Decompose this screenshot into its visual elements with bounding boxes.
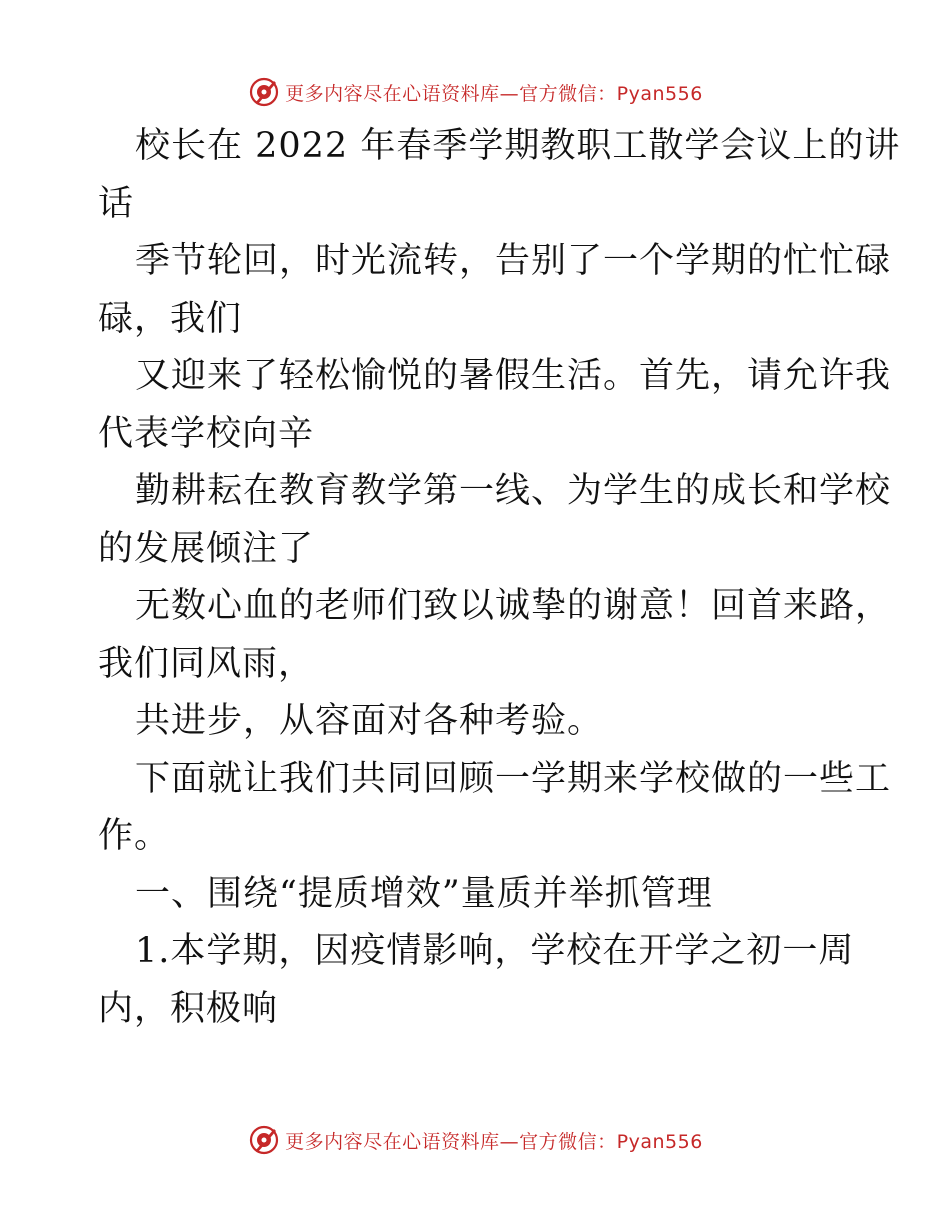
paragraph-line: 作。 [98,816,171,856]
paragraph-line: 季节轮回，时光流转，告别了一个学期的忙忙碌 [135,241,892,281]
watermark-text: 更多内容尽在心语资料库—官方微信：Pyan556 [285,82,703,105]
paragraph-line: 1.本学期，因疫情影响，学校在开学之初一周 [135,931,855,971]
footer-watermark [0,1120,950,1160]
pen-logo-icon [247,1123,281,1157]
header-watermark [0,72,950,112]
paragraph-line: 我们同风雨， [98,643,315,684]
title-line-1: 校长在 2022 年春季学期教职工散学会议上的讲 [135,126,901,166]
paragraph-line: 共进步，从容面对各种考验。 [135,701,604,741]
paragraph-line: 下面就让我们共同回顾一学期来学校做的一些工 [135,758,892,799]
paragraph-line: 内，积极响 [98,988,279,1029]
paragraph-line: 无数心血的老师们致以诚挚的谢意！回首来路， [135,586,892,626]
section-heading: 一、围绕“提质增效”量质并举抓管理 [135,873,713,914]
paragraph-line: 的发展倾注了 [98,528,315,569]
pen-logo-icon [247,75,281,109]
document-body [98,118,901,1038]
paragraph-line: 碌，我们 [98,298,243,339]
watermark-text: 更多内容尽在心语资料库—官方微信：Pyan556 [285,1130,703,1153]
paragraph-line: 代表学校向辛 [98,413,315,454]
paragraph-line: 勤耕耘在教育教学第一线、为学生的成长和学校 [135,471,892,511]
title-line-2: 话 [98,183,135,224]
paragraph-line: 又迎来了轻松愉悦的暑假生活。首先，请允许我 [135,356,892,396]
